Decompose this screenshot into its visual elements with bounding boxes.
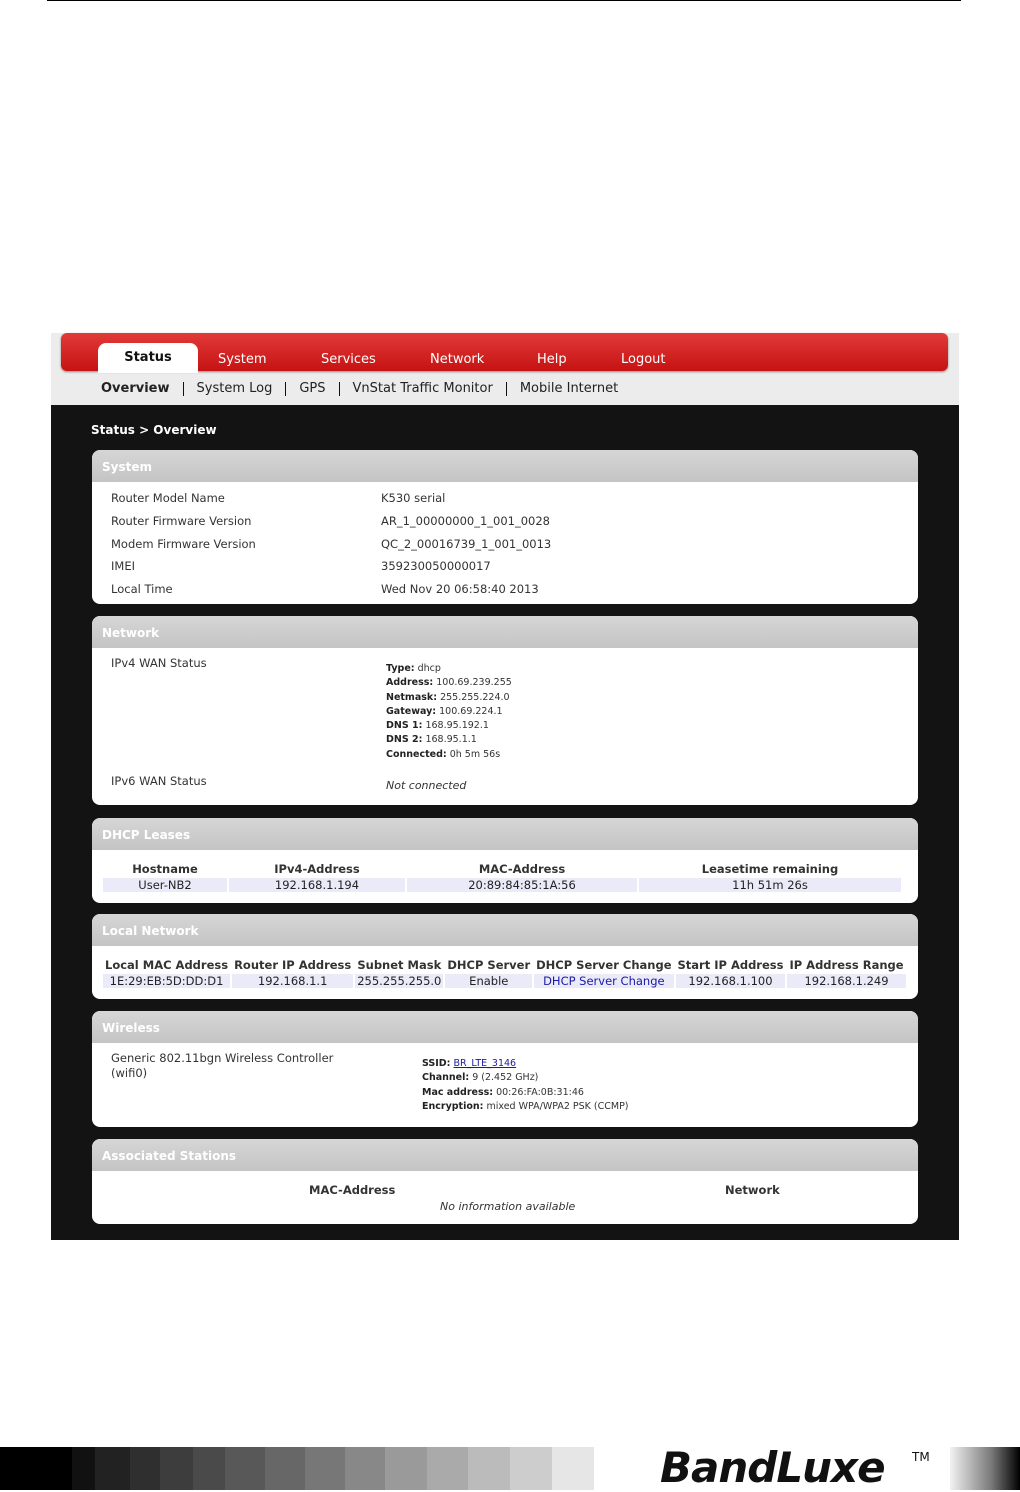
ipv4-wan-details: Type: dhcp Address: 100.69.239.255 Netmask: 255.255.224.0 Gateway: 100.69.224.1 DNS 1: 168.95.192.1 DNS 2: 168.95.1.1 Connected: 0h 5m 56s: [386, 663, 512, 760]
col-ip-range: IP Address Range: [789, 958, 904, 972]
subtab-overview[interactable]: Overview: [101, 381, 170, 396]
col-network: Network: [725, 1183, 780, 1197]
tab-system[interactable]: System: [218, 352, 267, 367]
network-panel: [92, 616, 918, 805]
subnav-divider: [285, 382, 286, 396]
router-screenshot: [51, 333, 959, 1240]
table-row: [103, 974, 906, 988]
trademark-mark: TM: [912, 1450, 930, 1464]
cell-ipv4: 192.168.1.194: [229, 878, 405, 892]
dhcp-leases-table: [101, 862, 903, 892]
subnav-divider: [506, 382, 507, 396]
bandluxe-logo: BandLuxe: [660, 1443, 885, 1492]
panel-title: Associated Stations: [92, 1139, 918, 1171]
subtab-vnstat[interactable]: VnStat Traffic Monitor: [352, 381, 493, 396]
subnav-divider: [339, 382, 340, 396]
ssid-link[interactable]: BR_LTE_3146: [453, 1058, 517, 1069]
imei-label: IMEI: [111, 559, 135, 573]
subtab-system-log[interactable]: System Log: [196, 381, 273, 396]
panel-title: Network: [92, 616, 918, 648]
ipv6-wan-label: IPv6 WAN Status: [111, 774, 207, 788]
panel-title: Local Network: [92, 914, 918, 946]
main-nav-bar: [61, 333, 948, 371]
panel-title: DHCP Leases: [92, 818, 918, 850]
firmware-value: AR_1_00000000_1_001_0028: [381, 514, 550, 528]
col-local-mac: Local MAC Address: [105, 958, 229, 972]
panel-title: Wireless: [92, 1011, 918, 1043]
cell-subnet-mask: 255.255.255.0: [357, 974, 442, 988]
col-ipv4: IPv4-Address: [274, 862, 360, 876]
cell-leasetime: 11h 51m 26s: [639, 878, 901, 892]
panel-title: System: [92, 450, 918, 482]
cell-start-ip: 192.168.1.100: [676, 974, 786, 988]
col-dhcp-server: DHCP Server: [447, 958, 531, 972]
page-top-rule: [47, 0, 961, 1]
col-mac-address: MAC-Address: [309, 1183, 396, 1197]
tab-logout[interactable]: Logout: [621, 352, 666, 367]
cell-hostname: User-NB2: [103, 878, 227, 892]
subtab-mobile-internet[interactable]: Mobile Internet: [519, 381, 619, 396]
modem-firmware-value: QC_2_00016739_1_001_0013: [381, 537, 552, 551]
col-dhcp-server-change: DHCP Server Change: [536, 958, 672, 972]
local-network-table: [101, 958, 908, 988]
tab-status[interactable]: Status: [98, 343, 198, 373]
tab-help[interactable]: Help: [537, 352, 567, 367]
col-start-ip: Start IP Address: [677, 958, 784, 972]
col-router-ip: Router IP Address: [234, 958, 352, 972]
ipv4-wan-label: IPv4 WAN Status: [111, 656, 207, 670]
associated-stations-panel: [92, 1139, 918, 1224]
stations-empty-message: No information available: [440, 1200, 576, 1213]
dhcp-server-change-link[interactable]: DHCP Server Change: [543, 974, 665, 988]
tab-services[interactable]: Services: [321, 352, 376, 367]
wireless-details: SSID: BR_LTE_3146 Channel: 9 (2.452 GHz) Mac address: 00:26:FA:0B:31:46 Encryption: mixed WPA/WPA2 PSK (CCMP): [422, 1058, 629, 1112]
local-network-panel: [92, 914, 918, 999]
imei-value: 359230050000017: [381, 559, 491, 573]
table-row: [103, 878, 901, 892]
router-model-label: Router Model Name: [111, 491, 225, 505]
cell-mac: 20:89:84:85:1A:56: [407, 878, 637, 892]
local-time-label: Local Time: [111, 582, 173, 596]
content-area: [51, 405, 959, 1240]
modem-firmware-label: Modem Firmware Version: [111, 537, 256, 551]
local-time-value: Wed Nov 20 06:58:40 2013: [381, 582, 539, 596]
router-model-value: K530 serial: [381, 491, 446, 505]
col-subnet-mask: Subnet Mask: [357, 958, 442, 972]
firmware-label: Router Firmware Version: [111, 514, 252, 528]
cell-dhcp-server: Enable: [445, 974, 532, 988]
cell-local-mac: 1E:29:EB:5D:DD:D1: [103, 974, 230, 988]
col-hostname: Hostname: [132, 862, 198, 876]
subnav-divider: [183, 382, 184, 396]
cell-dhcp-server-change: [534, 974, 673, 988]
breadcrumb: Status > Overview: [91, 423, 217, 437]
wireless-panel: [92, 1011, 918, 1127]
wireless-device: Generic 802.11bgn Wireless Controller (wifi0): [111, 1051, 334, 1080]
subtab-gps[interactable]: GPS: [299, 381, 326, 396]
system-panel: [92, 450, 918, 604]
cell-ip-range: 192.168.1.249: [787, 974, 905, 988]
dhcp-leases-panel: [92, 818, 918, 903]
col-mac: MAC-Address: [478, 862, 566, 876]
ipv6-wan-value: Not connected: [386, 779, 467, 792]
cell-router-ip: 192.168.1.1: [232, 974, 353, 988]
col-leasetime: Leasetime remaining: [701, 862, 839, 876]
sub-nav: [101, 381, 618, 396]
tab-network[interactable]: Network: [430, 352, 485, 367]
